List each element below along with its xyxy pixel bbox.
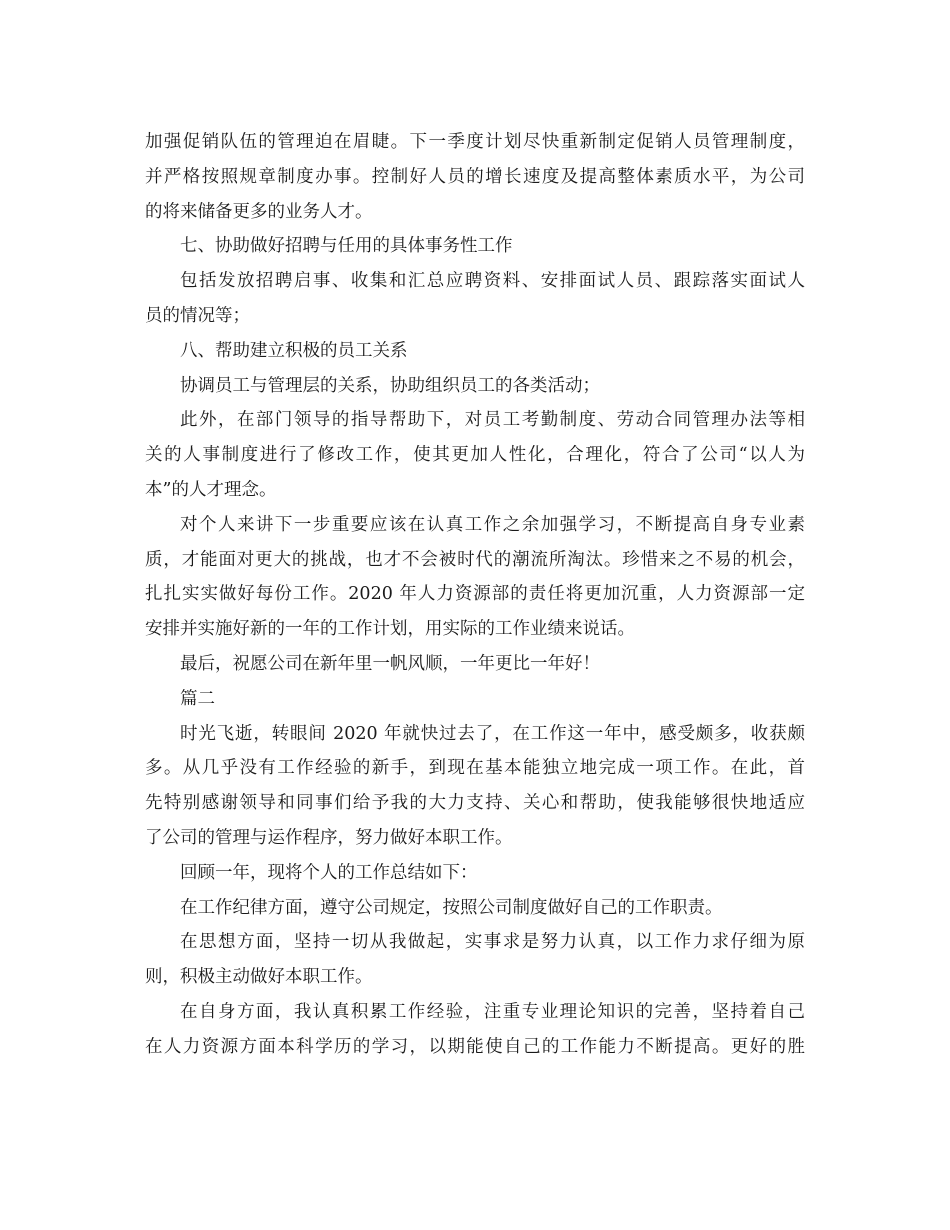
- text-line: 协调员工与管理层的关系，协助组织员工的各类活动；: [180, 375, 600, 396]
- text-line: 在工作纪律方面，遵守公司规定，按照公司制度做好自己的工作职责。: [180, 897, 723, 918]
- text-line: 加强促销队伍的管理迫在眉睫。下一季度计划尽快重新制定促销人员管理制度，: [145, 132, 805, 152]
- text-line: 在人力资源方面本科学历的学习，以期能使自己的工作能力不断提高。更好的胜: [145, 1036, 805, 1057]
- text-line: 先特别感谢领导和同事们给予我的大力支持、关心和帮助，使我能够很快地适应: [145, 793, 805, 814]
- section-heading: 篇二: [180, 688, 215, 709]
- text-line: 对个人来讲下一步重要应该在认真工作之余加强学习，不断提高自身专业素: [180, 514, 805, 535]
- text-line: 了公司的管理与运作程序，努力做好本职工作。: [145, 827, 513, 848]
- text-line: 包括发放招聘启事、收集和汇总应聘资料、安排面试人员、跟踪落实面试人: [180, 271, 805, 292]
- text-line: 回顾一年，现将个人的工作总结如下：: [180, 862, 478, 883]
- text-line: 本”的人才理念。: [145, 479, 277, 500]
- text-line: 并严格按照规章制度办事。控制好人员的增长速度及提高整体素质水平，为公司: [145, 166, 805, 187]
- section-heading: 八、帮助建立积极的员工关系: [180, 340, 408, 361]
- text-line: 多。从几乎没有工作经验的新手，到现在基本能独立地完成一项工作。在此，首: [145, 758, 805, 779]
- text-line: 的将来储备更多的业务人才。: [145, 201, 373, 222]
- text-line: 则，积极主动做好本职工作。: [145, 967, 373, 988]
- text-line: 此外，在部门领导的指导帮助下，对员工考勤制度、劳动合同管理办法等相: [180, 410, 805, 431]
- text-line: 质，才能面对更大的挑战，也才不会被时代的潮流所淘汰。珍惜来之不易的机会，: [145, 549, 805, 570]
- text-line: 最后，祝愿公司在新年里一帆风顺，一年更比一年好！: [180, 653, 600, 674]
- text-line: 扎扎实实做好每份工作。2020 年人力资源部的责任将更加沉重，人力资源部一定: [145, 584, 805, 605]
- text-line: 关的人事制度进行了修改工作，使其更加人性化，合理化，符合了公司“以人为: [145, 445, 805, 466]
- text-line: 在自身方面，我认真积累工作经验，注重专业理论知识的完善，坚持着自己: [180, 1001, 805, 1022]
- document-body: [145, 125, 805, 1065]
- text-line: 安排并实施好新的一年的工作计划，用实际的工作业绩来说话。: [145, 619, 635, 640]
- text-line: 员的情况等；: [145, 305, 250, 326]
- section-heading: 七、协助做好招聘与任用的具体事务性工作: [180, 236, 513, 257]
- text-line: 在思想方面，坚持一切从我做起，实事求是努力认真，以工作力求仔细为原: [180, 932, 805, 953]
- text-line: 时光飞逝，转眼间 2020 年就快过去了，在工作这一年中，感受颇多，收获颇: [180, 723, 805, 744]
